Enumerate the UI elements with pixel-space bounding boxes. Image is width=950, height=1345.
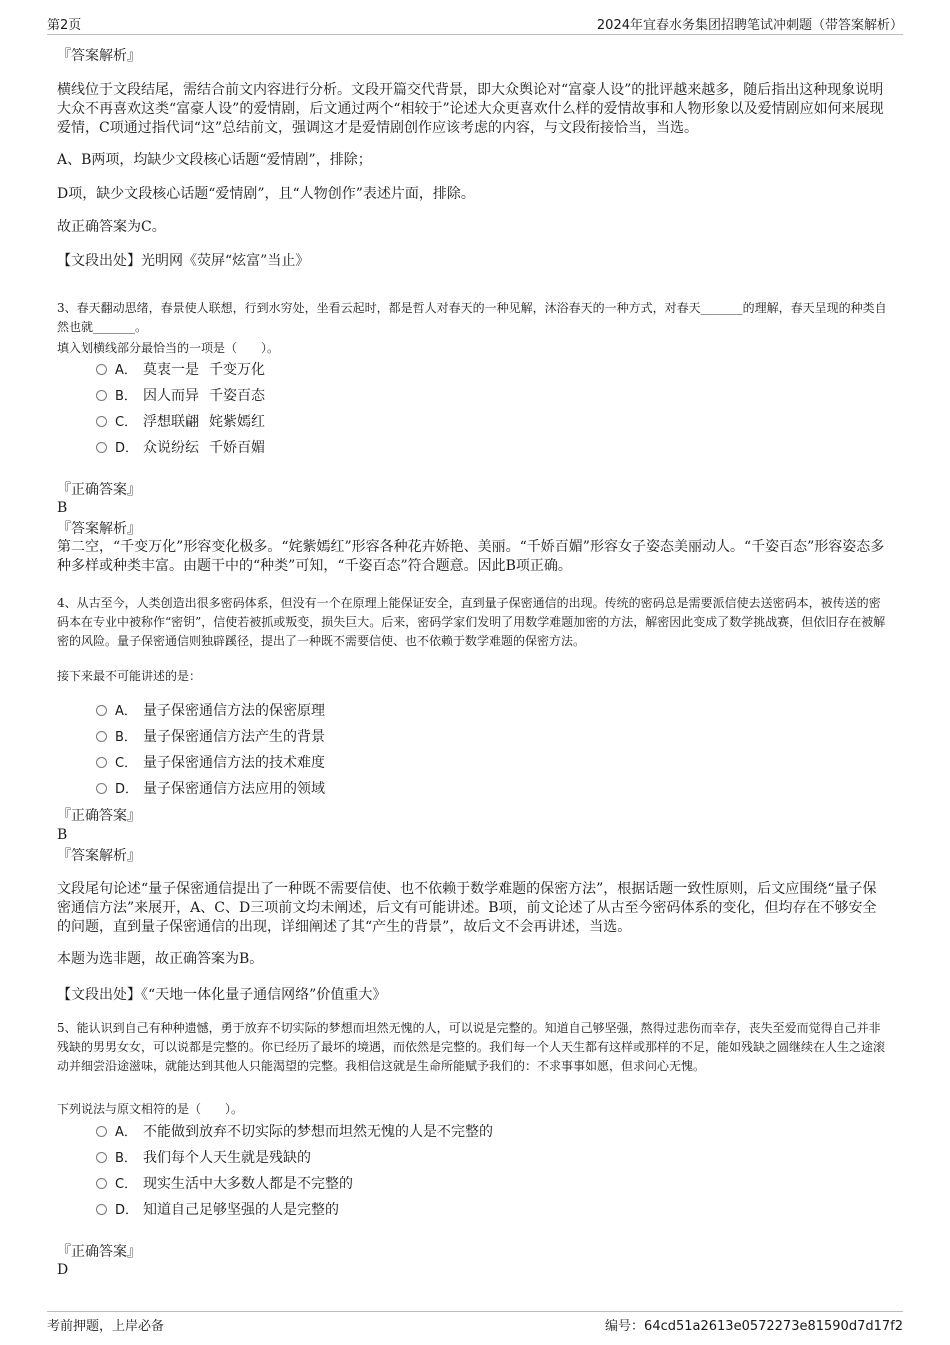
q5-stem: 5、能认识到自己有种种遗憾，勇于放弃不切实际的梦想而坦然无愧的人，可以说是完整的。知道自己够坚强，熬得过悲伤而幸存，丧失至爱而觉得自己并非残缺的男男女女，可以说都是完整的。你已经历了最坏的境遇，而依然是完整的。我们每一个人天生都有这样或那样的不足，能如残缺之圆继续在人生之途滚动并细尝沿途滋味，就能达到其他人只能渴望的完整。我相信这就是生命所能赋予我们的：不求事事如愿，但求问心无愧。 — [57, 1021, 886, 1073]
q3-analysis-label: 『答案解析』 — [57, 521, 141, 537]
document-title: 2024年宜春水务集团招聘笔试冲刺题（带答案解析） — [596, 18, 903, 33]
radio-icon[interactable] — [96, 1126, 107, 1137]
q4-option-d[interactable]: D． 量子保密通信方法应用的领域 — [96, 779, 325, 799]
q2-source: 【文段出处】光明网《荧屏“炫富”当止》 — [57, 253, 310, 269]
q4-analysis-p1: 文段尾句论述“量子保密通信提出了一种既不需要信使、也不依赖于数学难题的保密方法”，根据话题一致性原则，后文应围绕“量子保密通信方法”来展开，A、C、D三项前文均未阐述，后文有可能讲述。B项，前文论述了从古至今密码体系的变化，但均存在不够安全的问题，直到量子保密通信的出现，详细阐述了其“产生的背景”，故后文不会再讲述，当选。 — [57, 881, 877, 935]
radio-icon[interactable] — [96, 364, 107, 375]
radio-icon[interactable] — [96, 442, 107, 453]
q3-option-a[interactable]: A． 莫衷一是 千变万化 — [96, 360, 265, 380]
q5-answer: D — [57, 1262, 69, 1278]
q2-analysis-p4: 故正确答案为C。 — [57, 219, 166, 235]
q5-option-d[interactable]: D． 知道自己足够坚强的人是完整的 — [96, 1200, 339, 1220]
radio-icon[interactable] — [96, 757, 107, 768]
q3-answer: B — [57, 500, 68, 516]
page-footer — [47, 1311, 903, 1335]
page-header — [47, 14, 903, 35]
radio-icon[interactable] — [96, 1204, 107, 1215]
q2-analysis-p1: 横线位于文段结尾，需结合前文内容进行分析。文段开篇交代背景，即大众舆论对“富豪人设”的批评越来越多，随后指出这种现象说明大众不再喜欢这类“富豪人设”的爱情剧，后文通过两个“相较于”论述大众更喜欢什么样的爱情故事和人物形象以及爱情剧应如何来展现爱情，C项通过指代词“这”总结前文，强调这才是爱情剧创作应该考虑的内容，与文段衔接恰当，当选。 — [57, 82, 884, 136]
radio-icon[interactable] — [96, 390, 107, 401]
q3-option-c[interactable]: C． 浮想联翩 姹紫嫣红 — [96, 412, 265, 432]
radio-icon[interactable] — [96, 705, 107, 716]
q5-option-b[interactable]: B． 我们每个人天生就是残缺的 — [96, 1148, 311, 1168]
q5-option-c[interactable]: C． 现实生活中大多数人都是不完整的 — [96, 1174, 353, 1194]
q3-option-d[interactable]: D． 众说纷纭 千娇百媚 — [96, 438, 265, 458]
q4-analysis-p2: 本题为选非题，故正确答案为B。 — [57, 951, 264, 967]
page-number: 第2页 — [47, 18, 82, 33]
q3-option-b[interactable]: B． 因人而异 千姿百态 — [96, 386, 265, 406]
radio-icon[interactable] — [96, 731, 107, 742]
radio-icon[interactable] — [96, 416, 107, 427]
q3-prompt: 填入划横线部分最恰当的一项是（ ）。 — [57, 341, 280, 355]
footer-code: 编号：64cd51a2613e0572273e81590d7d17f2 — [605, 1319, 903, 1334]
q4-option-b[interactable]: B． 量子保密通信方法产生的背景 — [96, 727, 325, 747]
radio-icon[interactable] — [96, 1152, 107, 1163]
q4-analysis-label: 『答案解析』 — [57, 848, 141, 864]
q2-analysis-p2: A、B两项，均缺少文段核心话题“爱情剧”，排除； — [57, 152, 372, 168]
q4-answer: B — [57, 827, 68, 843]
q5-option-a[interactable]: A． 不能做到放弃不切实际的梦想而坦然无愧的人是不完整的 — [96, 1122, 493, 1142]
q3-answer-label: 『正确答案』 — [57, 482, 141, 498]
q5-prompt: 下列说法与原文相符的是（ ）。 — [57, 1102, 244, 1116]
q4-prompt: 接下来最不可能讲述的是： — [57, 669, 202, 683]
radio-icon[interactable] — [96, 783, 107, 794]
footer-slogan: 考前押题，上岸必备 — [47, 1319, 165, 1334]
q2-analysis-p3: D项，缺少文段核心话题“爱情剧”，且“人物创作”表述片面，排除。 — [57, 186, 475, 202]
q4-stem: 4、从古至今，人类创造出很多密码体系，但没有一个在原理上能保证安全，直到量子保密通信的出现。传统的密码总是需要派信使去送密码本，被传送的密码本在专业中被称作“密钥”，信使若被抓或叛变，损失巨大。后来，密码学家们发明了用数学难题加密的方法，解密因此变成了数学挑战赛，但依旧存在被解密的风险。量子保密通信则独辟蹊径，提出了一种既不需要信使、也不依赖于数学难题的保密方法。 — [57, 596, 886, 648]
q3-analysis: 第二空，“千变万化”形容变化极多。“姹紫嫣红”形容各种花卉娇艳、美丽。“千娇百媚”形容女子姿态美丽动人。“千姿百态”形容姿态多种多样或种类丰富。由题干中的“种类”可知，“千姿百态”符合题意。因此B项正确。 — [57, 539, 885, 574]
q4-option-c[interactable]: C． 量子保密通信方法的技术难度 — [96, 753, 325, 773]
radio-icon[interactable] — [96, 1178, 107, 1189]
q3-stem: 3、春天翻动思绪，春景使人联想，行到水穷处，坐看云起时，都是哲人对春天的一种见解，沐浴春天的一种方式，对春天_______的理解，春天呈现的种类自然也就_______。 — [57, 301, 887, 334]
q4-option-a[interactable]: A． 量子保密通信方法的保密原理 — [96, 701, 325, 721]
q2-analysis-label: 『答案解析』 — [57, 48, 141, 64]
q5-answer-label: 『正确答案』 — [57, 1244, 141, 1260]
q4-answer-label: 『正确答案』 — [57, 808, 141, 824]
q4-source: 【文段出处】《“天地一体化量子通信网络”价值重大》 — [57, 987, 387, 1003]
